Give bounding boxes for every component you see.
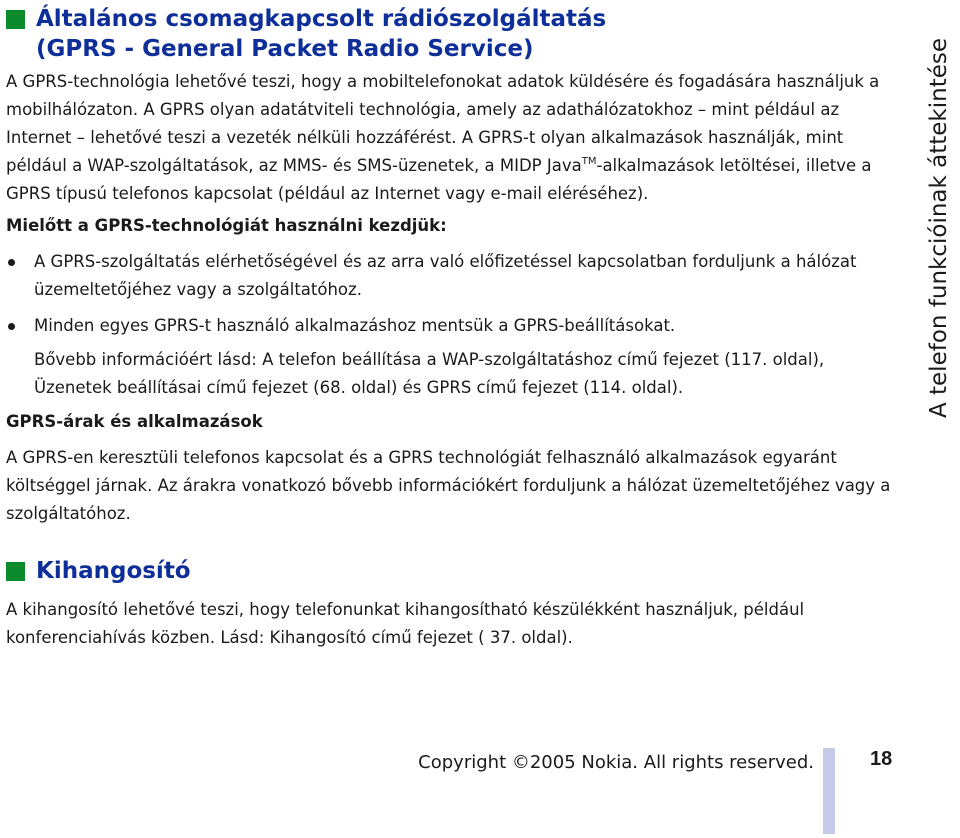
chapter-title: A telefon funkcióinak áttekintése bbox=[926, 37, 952, 419]
speaker-heading-text: Kihangosító bbox=[36, 558, 191, 584]
more-info-paragraph: Bővebb információért lásd: A telefon beállítása a WAP-szolgáltatáshoz című fejezet (117. oldal), Üzenetek beállításai című fejezet (68. oldal) és GPRS című fejezet (114. oldal). bbox=[34, 350, 825, 397]
content-column bbox=[6, 0, 906, 652]
prices-paragraph: A GPRS-en keresztüli telefonos kapcsolat és a GPRS technológiát felhasználó alkalmazások egyaránt költséggel járnak. Az árakra vonatkozó bővebb információkért forduljunk a hálózat üzemeltetőjéhez vagy a szolgáltatóhoz. bbox=[6, 448, 891, 523]
trademark-mark: TM bbox=[581, 156, 597, 167]
gprs-intro-text: A GPRS-technológia lehetővé teszi, hogy a mobiltelefonokat adatok küldésére és fogadására használjuk a mobilhálózaton. A GPRS olyan adatátviteli technológia, amely az adathálózatokhoz – mint például az Internet – lehetővé teszi a vezeték nélküli hozzáférést. A GPRS-t olyan alkalmazások használják, mint például a WAP-szolgáltatások, az MMS- és SMS-üzenetek, a MIDP Java bbox=[6, 72, 880, 175]
gprs-heading-line2: (GPRS - General Packet Radio Service) bbox=[36, 36, 534, 62]
list-item bbox=[6, 248, 906, 304]
section-marker-square-icon bbox=[6, 10, 25, 29]
page-footer bbox=[0, 740, 960, 838]
bullet-icon bbox=[8, 259, 15, 266]
gprs-heading-line1: Általános csomagkapcsolt rádiószolgáltatás bbox=[36, 6, 607, 32]
section-marker-square-icon bbox=[6, 562, 25, 581]
list-item-text: Minden egyes GPRS-t használó alkalmazáshoz mentsük a GPRS-beállításokat. bbox=[34, 316, 676, 335]
prices-heading: GPRS-árak és alkalmazások bbox=[6, 412, 263, 431]
speaker-paragraph: A kihangosító lehetővé teszi, hogy telefonunkat kihangosítható készülékként használjuk, például konferenciahívás közben. Lásd: Kihangosító című fejezet ( 37. oldal). bbox=[6, 600, 805, 647]
speaker-heading bbox=[6, 556, 906, 586]
copyright-text: Copyright ©2005 Nokia. All rights reserved. bbox=[418, 752, 814, 773]
page-number: 18 bbox=[870, 748, 893, 770]
list-item-text: A GPRS-szolgáltatás elérhetőségével és az arra való előfizetéssel kapcsolatban forduljunk a hálózat üzemeltetőjéhez vagy a szolgáltatóhoz. bbox=[34, 252, 857, 299]
page-marker-bar bbox=[823, 748, 835, 834]
gprs-intro-text-end: -alkalmazások letöltései, illetve a GPRS típusú telefonos kapcsolat (például az Internet vagy e-mail eléréséhez). bbox=[6, 156, 872, 203]
gprs-intro-paragraph bbox=[6, 68, 906, 208]
before-use-heading: Mielőtt a GPRS-technológiát használni kezdjük: bbox=[6, 216, 447, 235]
list-item bbox=[6, 312, 906, 340]
gprs-heading bbox=[6, 4, 906, 64]
requirements-list bbox=[6, 248, 906, 340]
chapter-side-tab bbox=[918, 0, 960, 450]
bullet-icon bbox=[8, 323, 15, 330]
